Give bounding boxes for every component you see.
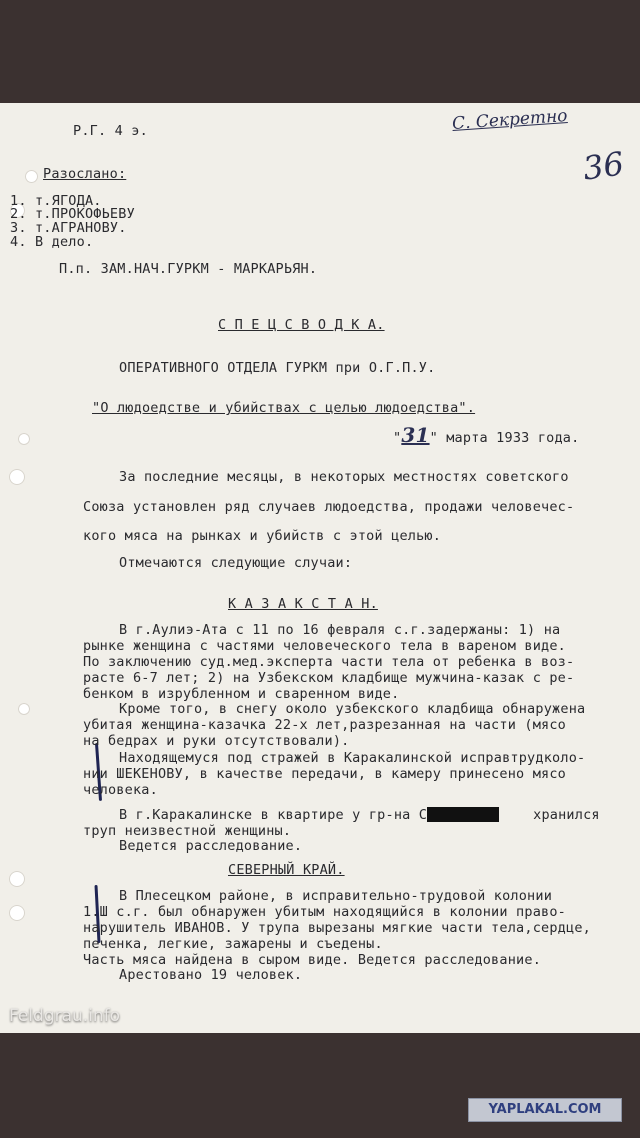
text-line: По заключению суд.мед.эксперта части тела от ребенка в воз- [83, 654, 575, 670]
text-line: Часть мяса найдена в сыром виде. Ведется расследование. [83, 952, 542, 968]
intro-line: кого мяса на рынках и убийств с этой целью. [83, 528, 442, 544]
punch-hole [18, 433, 30, 445]
text-line: 1.Ш с.г. был обнаружен убитым находящийся в колонии право- [83, 904, 567, 920]
text-line: В Плесецком районе, в исправительно-трудовой колонии [119, 888, 553, 904]
text-line: Арестовано 19 человек. [119, 967, 303, 983]
intro-line: Союза установлен ряд случаев людоедства, продажи человечес- [83, 499, 575, 515]
punch-hole [9, 871, 25, 887]
recipient-item: 3. т.АГРАНОВУ. [10, 220, 127, 236]
signed-by: П.п. ЗАМ.НАЧ.ГУРКМ - МАРКАРЬЯН. [59, 261, 318, 277]
recipient-item: 4. В дело. [10, 234, 94, 250]
text-line: убитая женщина-казачка 22-х лет,разрезанная на части (мясо [83, 717, 567, 733]
site-badge[interactable]: YAPLAKAL.COM [468, 1098, 622, 1122]
punch-hole [18, 703, 30, 715]
section-heading-kazakhstan: К А З А К С Т А Н. [228, 596, 378, 612]
secret-stamp: С. Секретно [451, 105, 569, 135]
text-line-redacted: В г.Каракалинске в квартире у гр-на С хранился [119, 807, 600, 823]
page-number: 36 [580, 144, 627, 188]
section-heading-north: СЕВЕРНЫЙ КРАЙ. [228, 862, 345, 878]
text-line: рынке женщина с частями человеческого тела в вареном виде. [83, 638, 567, 654]
redaction-box [427, 807, 499, 822]
document-date: "31" марта 1933 года. [393, 423, 580, 447]
punch-hole [9, 469, 25, 485]
source-watermark: Feldgrau.info [9, 1006, 121, 1026]
text-line: печенка, легкие, зажарены и съедены. [83, 936, 383, 952]
text-line: Ведется расследование. [119, 838, 303, 854]
intro-line: За последние месяцы, в некоторых местностях советского [119, 469, 569, 485]
text-line: нарушитель ИВАНОВ. У трупа вырезаны мягкие части тела,сердце, [83, 920, 591, 936]
text-line: Кроме того, в снегу около узбекского кладбища обнаружена [119, 701, 586, 717]
document-ref: Р.Г. 4 э. [73, 123, 148, 139]
recipient-item: 1. т.ЯГОДА. [10, 193, 102, 209]
text-line: расте 6-7 лет; 2) на Узбекском кладбище мужчина-казак с ре- [83, 670, 575, 686]
recipient-item: 2. т.ПРОКОФЬЕВУ [10, 206, 135, 222]
document-topic: "О людоедстве и убийствах с целью людоедства". [92, 400, 476, 416]
cases-label: Отмечаются следующие случаи: [119, 555, 353, 571]
punch-hole [9, 905, 25, 921]
text-line: труп неизвестной женщины. [83, 823, 292, 839]
text-line: В г.Аулиэ-Ата с 11 по 16 февраля с.г.задержаны: 1) на [119, 622, 561, 638]
document-title: С П Е Ц С В О Д К А. [218, 317, 385, 333]
text-line: бенком в изрубленном и сваренном виде. [83, 686, 400, 702]
distributed-label: Разослано: [43, 166, 127, 182]
document-page [0, 103, 640, 1033]
punch-hole [25, 170, 38, 183]
document-subtitle: ОПЕРАТИВНОГО ОТДЕЛА ГУРКМ при О.Г.П.У. [119, 360, 436, 376]
text-line: человека. [83, 782, 158, 798]
text-line: Находящемуся под стражей в Каракалинской исправтрудколо- [119, 750, 586, 766]
text-line: нии ШЕКЕНОВУ, в качестве передачи, в камеру принесено мясо [83, 766, 567, 782]
date-day: 31 [401, 423, 430, 447]
date-rest: марта 1933 года. [446, 430, 580, 446]
text-line: на бедрах и руки отсутствовали). [83, 733, 350, 749]
